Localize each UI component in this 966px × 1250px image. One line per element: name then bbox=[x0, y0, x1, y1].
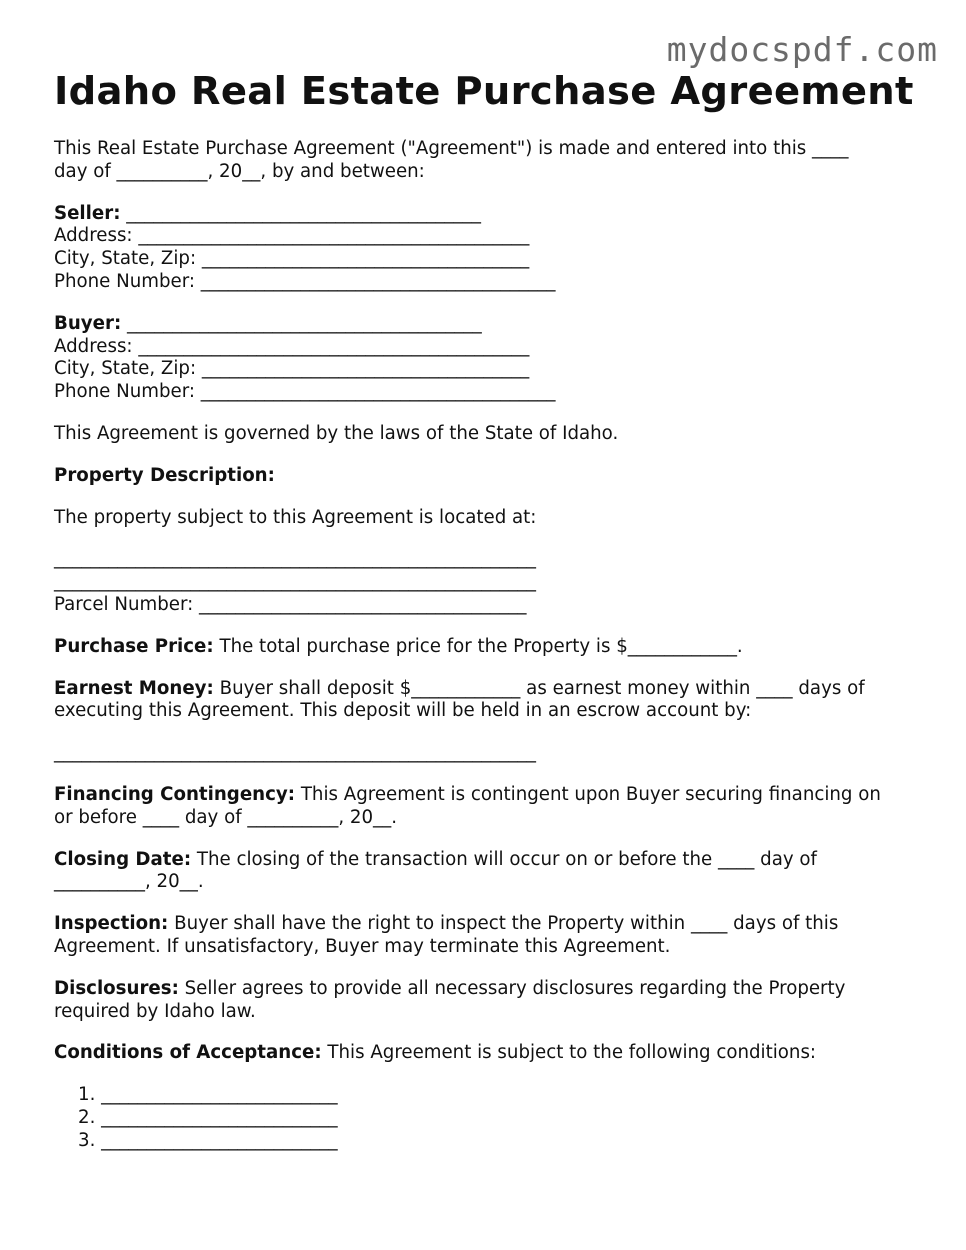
intro-paragraph bbox=[54, 138, 924, 184]
financing-line: or before ____ day of __________, 20__. bbox=[54, 806, 398, 828]
conditions-label: Conditions of Acceptance: bbox=[54, 1042, 322, 1064]
seller-address-field: Address: ___________________________________________ bbox=[54, 225, 530, 247]
inspection-line bbox=[54, 913, 924, 936]
seller-name-field: _______________________________________ bbox=[120, 202, 481, 224]
property-heading bbox=[54, 465, 924, 488]
buyer-city-field: City, State, Zip: ____________________________________ bbox=[54, 358, 530, 380]
earnest-money-line: executing this Agreement. This deposit will be held in an escrow account by: bbox=[54, 700, 752, 722]
seller-line bbox=[54, 203, 924, 226]
buyer-phone-field: Phone Number: _______________________________________ bbox=[54, 381, 556, 403]
parcel-number-field: Parcel Number: ____________________________________ bbox=[54, 593, 527, 615]
buyer-block bbox=[54, 313, 924, 404]
document-title: Idaho Real Estate Purchase Agreement bbox=[54, 69, 914, 114]
earnest-money-line bbox=[54, 678, 924, 701]
property-fields bbox=[54, 548, 924, 616]
inspection-label: Inspection: bbox=[54, 913, 169, 935]
buyer-label: Buyer: bbox=[54, 312, 122, 334]
disclosures bbox=[54, 978, 924, 1024]
buyer-line bbox=[54, 313, 924, 336]
property-heading-text: Property Description: bbox=[54, 464, 275, 486]
seller-city-field: City, State, Zip: ____________________________________ bbox=[54, 248, 530, 270]
disclosures-text: Seller agrees to provide all necessary disclosures regarding the Property bbox=[178, 977, 846, 999]
financing-contingency bbox=[54, 784, 924, 830]
seller-label: Seller: bbox=[54, 202, 121, 224]
disclosures-line: required by Idaho law. bbox=[54, 1000, 256, 1022]
earnest-money-label: Earnest Money: bbox=[54, 677, 214, 699]
purchase-price-text: The total purchase price for the Property is $____________. bbox=[213, 635, 743, 657]
purchase-price-label: Purchase Price: bbox=[54, 635, 214, 657]
conditions-of-acceptance bbox=[54, 1042, 924, 1065]
property-address-line: _____________________________________________________ bbox=[54, 571, 536, 593]
conditions-text: This Agreement is subject to the following conditions: bbox=[321, 1042, 817, 1064]
intro-line: This Real Estate Purchase Agreement ("Agreement") is made and entered into this ____ bbox=[54, 138, 849, 159]
purchase-price bbox=[54, 636, 924, 659]
conditions-list bbox=[78, 1084, 924, 1152]
closing-text: The closing of the transaction will occur on or before the ____ day of bbox=[191, 848, 817, 870]
intro-line: day of __________, 20__, by and between: bbox=[54, 160, 425, 182]
list-item: 3. __________________________ bbox=[78, 1129, 338, 1151]
buyer-address-field: Address: ___________________________________________ bbox=[54, 335, 530, 357]
closing-label: Closing Date: bbox=[54, 848, 192, 870]
document-page bbox=[54, 70, 924, 1153]
disclosures-line bbox=[54, 978, 924, 1001]
inspection-line: Agreement. If unsatisfactory, Buyer may terminate this Agreement. bbox=[54, 935, 671, 957]
earnest-money-text: Buyer shall deposit $____________ as earnest money within ____ days of bbox=[213, 677, 865, 699]
escrow-agent-field: _____________________________________________________ bbox=[54, 742, 536, 764]
disclosures-label: Disclosures: bbox=[54, 977, 179, 999]
closing-line: __________, 20__. bbox=[54, 871, 204, 893]
seller-block bbox=[54, 203, 924, 294]
list-item: 2. __________________________ bbox=[78, 1106, 338, 1128]
buyer-name-field: _______________________________________ bbox=[121, 312, 482, 334]
list-item: 1. __________________________ bbox=[78, 1084, 338, 1106]
earnest-money bbox=[54, 678, 924, 724]
financing-line bbox=[54, 784, 924, 807]
closing-date bbox=[54, 849, 924, 895]
property-text: The property subject to this Agreement is located at: bbox=[54, 506, 537, 528]
financing-label: Financing Contingency: bbox=[54, 783, 296, 805]
seller-phone-field: Phone Number: _______________________________________ bbox=[54, 270, 556, 292]
inspection-text: Buyer shall have the right to inspect the Property within ____ days of this bbox=[168, 913, 839, 935]
closing-line bbox=[54, 849, 924, 872]
watermark: mydocspdf.com bbox=[666, 30, 938, 69]
property-address-line: _____________________________________________________ bbox=[54, 548, 536, 570]
inspection bbox=[54, 913, 924, 959]
governing-law: This Agreement is governed by the laws of the State of Idaho. bbox=[54, 422, 619, 444]
financing-text: This Agreement is contingent upon Buyer securing financing on bbox=[295, 783, 881, 805]
